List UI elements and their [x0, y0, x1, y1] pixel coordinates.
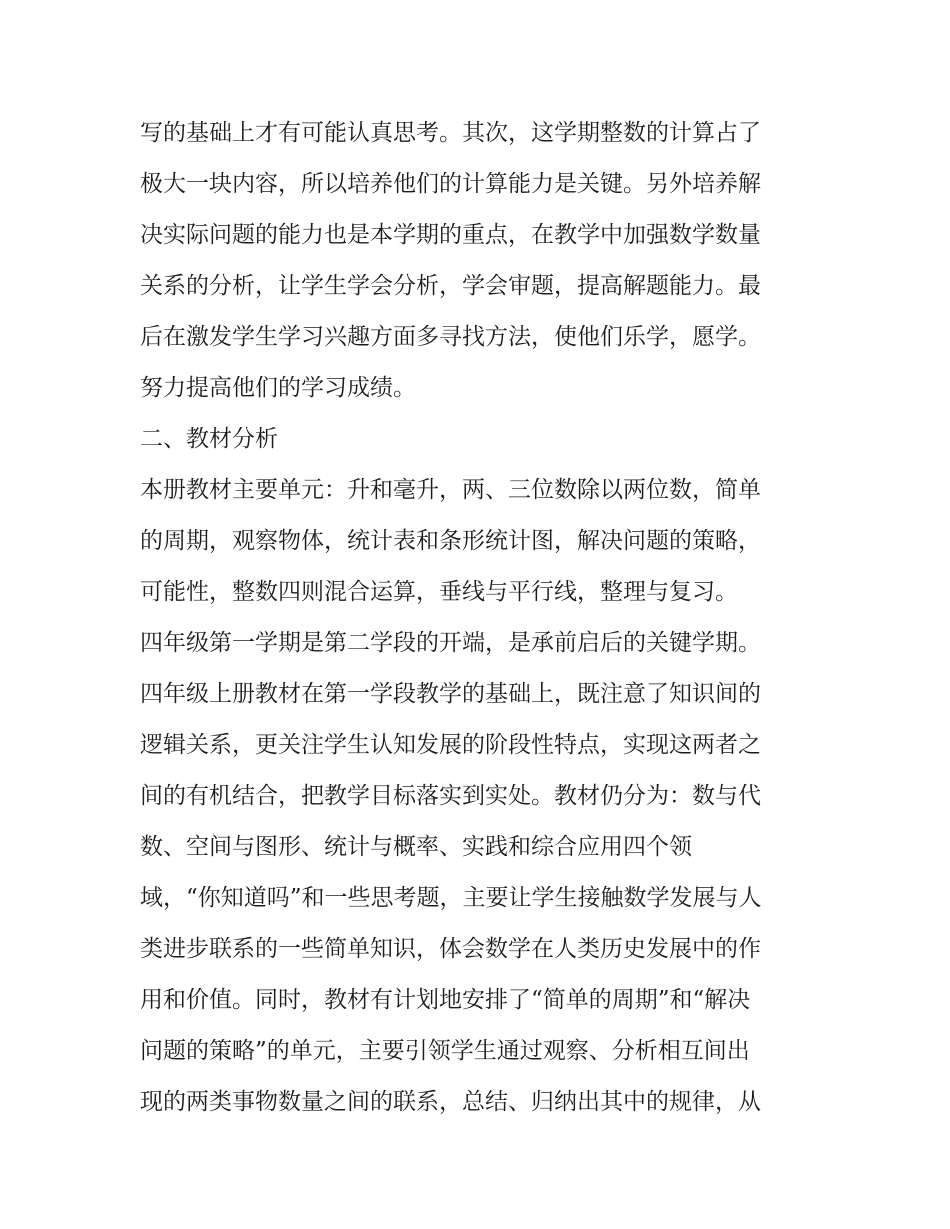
text-line: 关系的分析，让学生学会分析，学会审题，提高解题能力。最: [140, 273, 761, 299]
text-line: 间的有机结合，把教学目标落实到实处。教材仍分为：数与代: [140, 783, 761, 809]
text-line: 问题的策略”的单元，主要引领学生通过观察、分析相互间出: [140, 1038, 750, 1064]
section-heading: 二、教材分析: [140, 426, 278, 452]
text-line: 四年级上册教材在第一学段教学的基础上，既注意了知识间的: [140, 681, 761, 707]
text-line: 后在激发学生学习兴趣方面多寻找方法，使他们乐学，愿学。: [140, 324, 761, 350]
text-line: 域，“你知道吗”和一些思考题，主要让学生接触数学发展与人: [140, 885, 762, 911]
text-line: 写的基础上才有可能认真思考。其次，这学期整数的计算占了: [140, 120, 761, 146]
text-line: 逻辑关系，更关注学生认知发展的阶段性特点，实现这两者之: [140, 732, 761, 758]
text-line: 数、空间与图形、统计与概率、实践和综合应用四个领: [140, 834, 692, 860]
document-body: [140, 108, 830, 1128]
text-line: 极大一块内容，所以培养他们的计算能力是关键。另外培养解: [140, 171, 761, 197]
text-line: 用和价值。同时，教材有计划地安排了“简单的周期”和“解决: [140, 987, 751, 1013]
text-line: 决实际问题的能力也是本学期的重点，在教学中加强数学数量: [140, 222, 761, 248]
text-line: 可能性，整数四则混合运算，垂线与平行线，整理与复习。: [140, 579, 738, 605]
text-line: 的周期，观察物体，统计表和条形统计图，解决问题的策略，: [140, 528, 761, 554]
text-line: 本册教材主要单元：升和毫升，两、三位数除以两位数，简单: [140, 477, 761, 503]
text-line: 类进步联系的一些简单知识，体会数学在人类历史发展中的作: [140, 936, 761, 962]
text-line: 努力提高他们的学习成绩。: [140, 375, 416, 401]
text-line: 现的两类事物数量之间的联系，总结、归纳出其中的规律，从: [140, 1089, 761, 1115]
text-line: 四年级第一学期是第二学段的开端，是承前启后的关键学期。: [140, 630, 761, 656]
